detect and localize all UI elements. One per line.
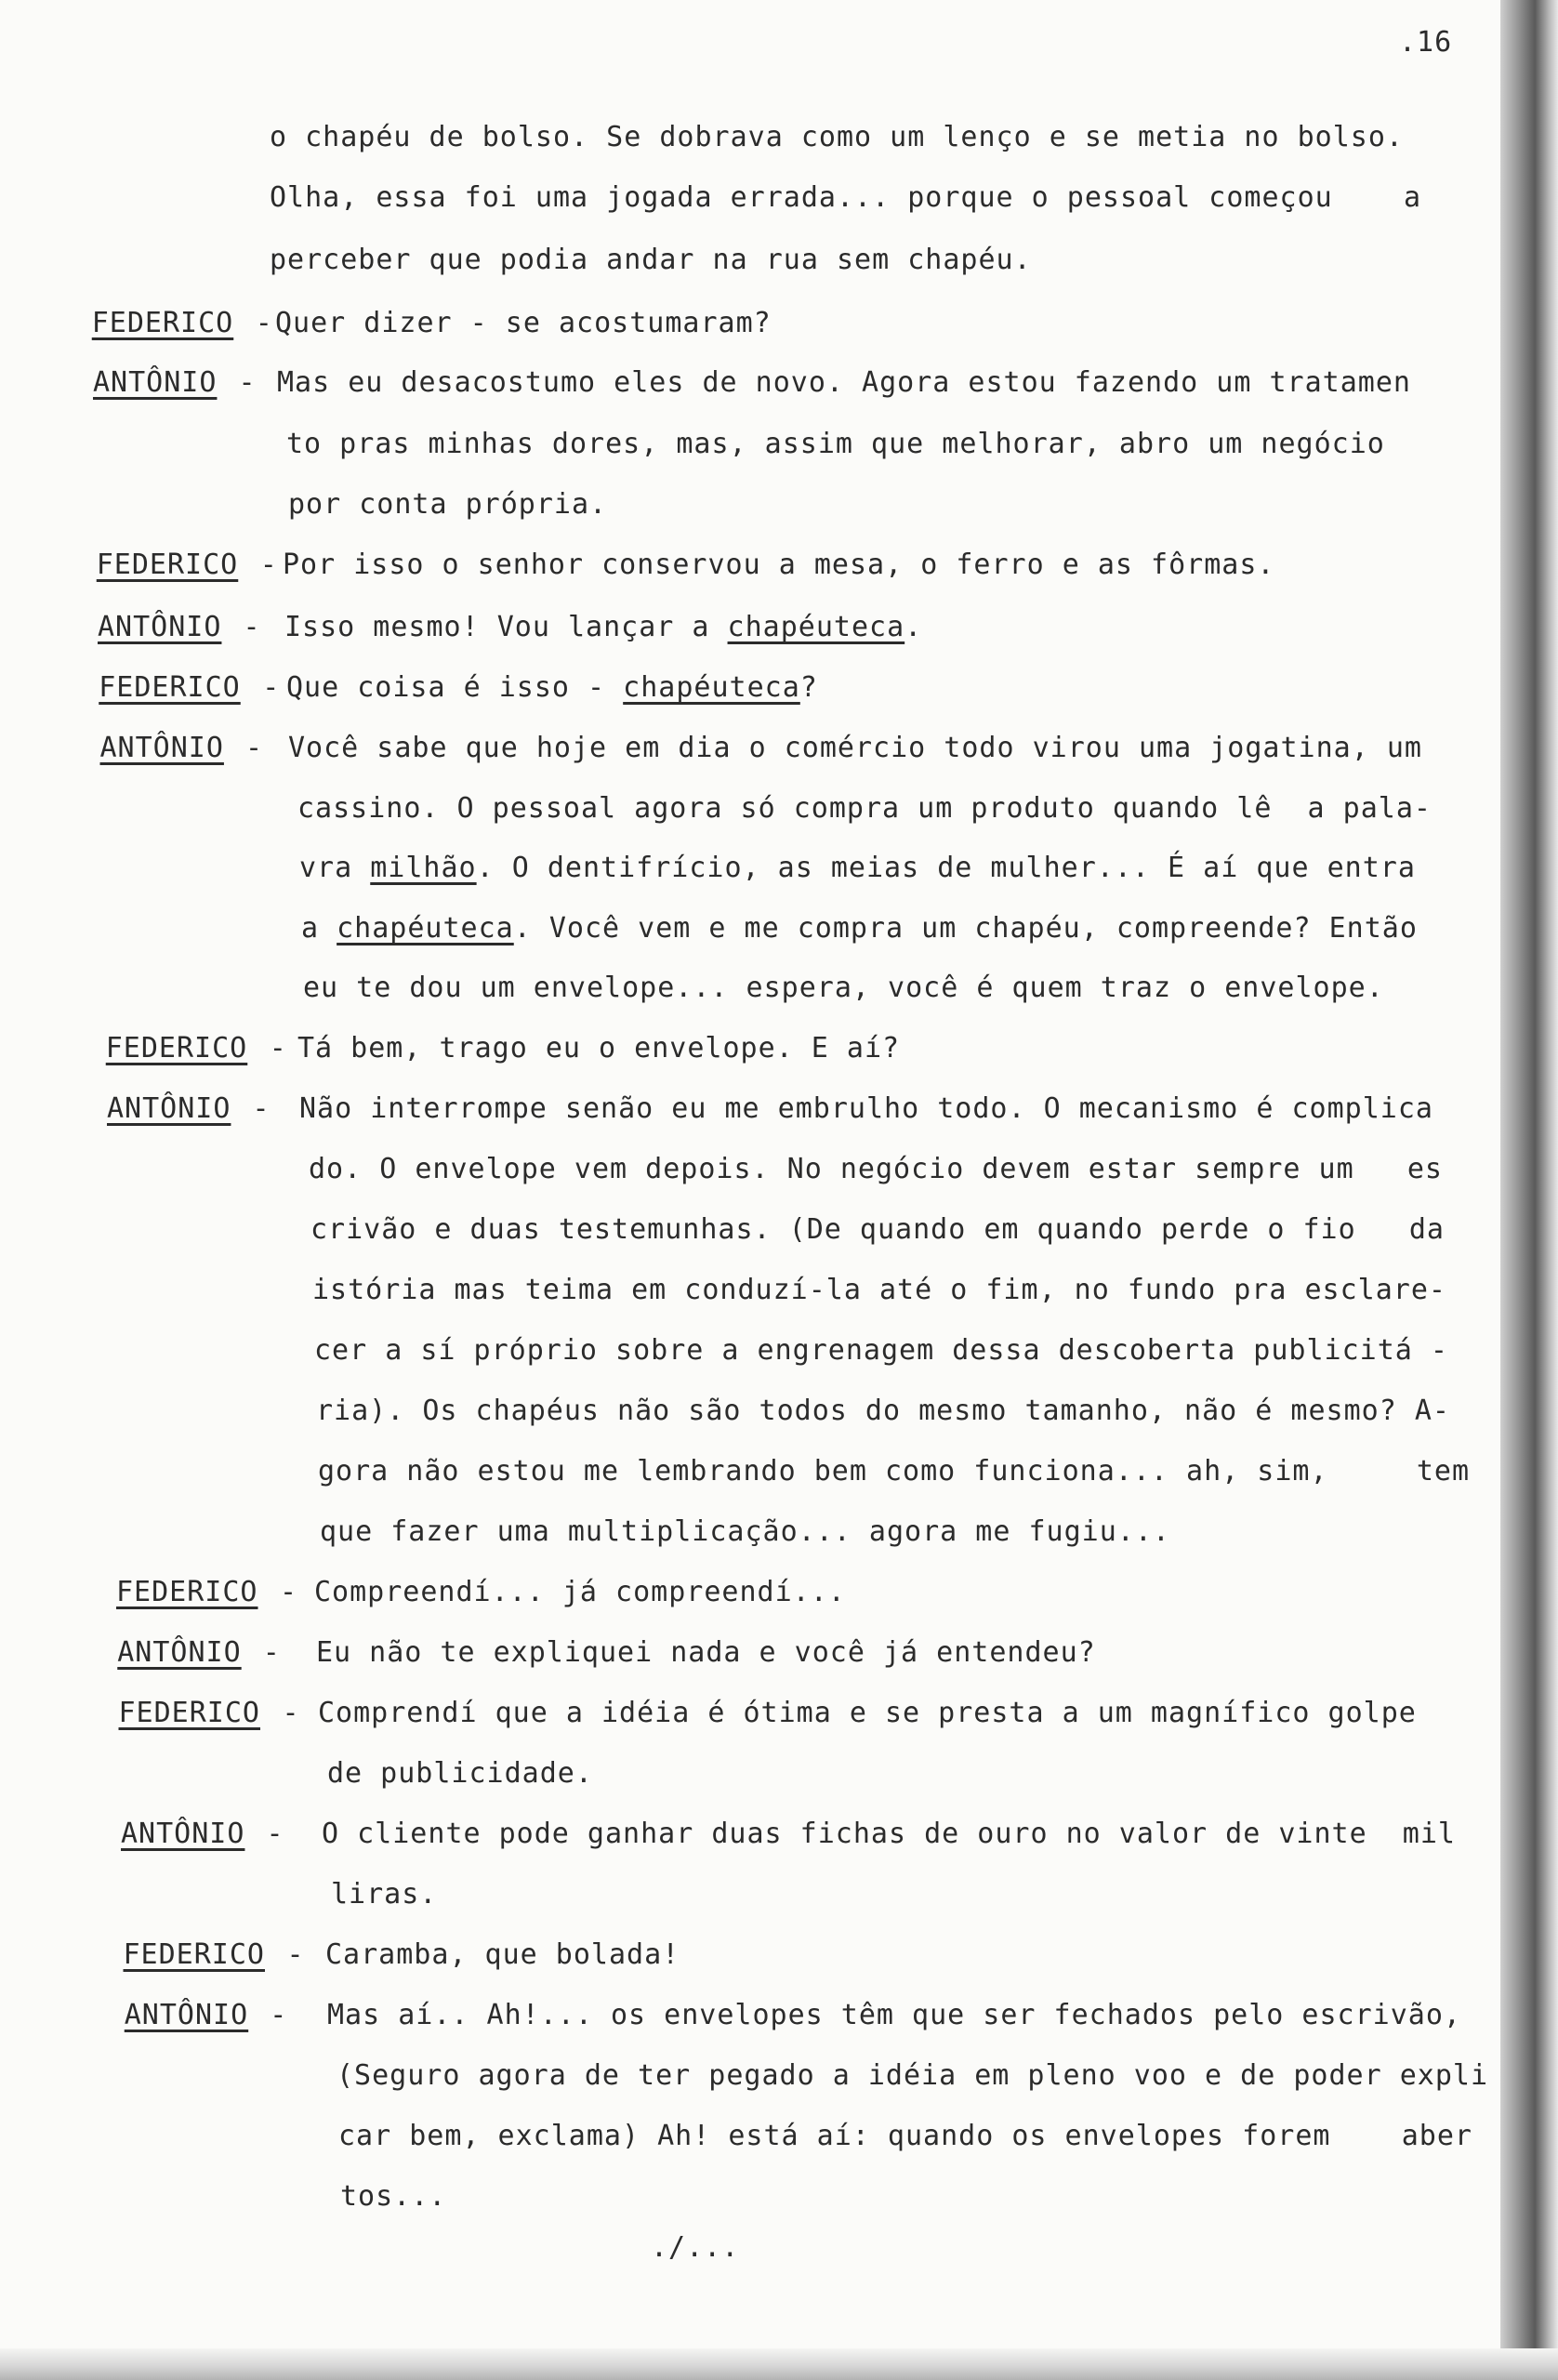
- speaker-name: ANTÔNIO: [117, 1636, 242, 1669]
- speaker-name: ANTÔNIO: [107, 1092, 231, 1125]
- continuation-text: a chapéuteca. Você vem e me compra um chapéu, compreende? Então: [301, 912, 1418, 945]
- dialogue-text: Quer dizer - se acostumaram?: [275, 307, 772, 339]
- speaker-name: FEDERICO: [123, 1938, 265, 1971]
- continuation-text: istória mas teima em conduzí-la até o fim, no fundo pra esclare-: [312, 1274, 1446, 1306]
- speaker-name: ANTÔNIO: [121, 1818, 245, 1850]
- continuation-text: perceber que podia andar na rua sem chapéu.: [270, 244, 1032, 276]
- page-number: .16: [1399, 26, 1453, 59]
- speaker-dash: -: [269, 1032, 286, 1064]
- speaker-name: ANTÔNIO: [98, 611, 222, 643]
- speaker-dash: -: [243, 611, 260, 643]
- speaker-dash: -: [280, 1576, 297, 1608]
- underlined-word: chapéuteca: [727, 611, 905, 643]
- speaker-dash: -: [238, 366, 256, 399]
- continuation-text: que fazer uma multiplicação... agora me fugiu...: [320, 1515, 1170, 1548]
- speaker-dash: -: [286, 1938, 304, 1971]
- speaker-dash: -: [282, 1697, 299, 1729]
- speaker-dash: -: [262, 671, 280, 704]
- speaker-name: ANTÔNIO: [124, 1999, 249, 2031]
- continuation-text: liras.: [331, 1878, 438, 1911]
- continuation-text: eu te dou um envelope... espera, você é quem traz o envelope.: [303, 972, 1384, 1004]
- continuation-text: car bem, exclama) Ah! está aí: quando os envelopes forem aber: [338, 2120, 1472, 2152]
- speaker-dash: -: [266, 1818, 284, 1850]
- dialogue-text: Eu não te expliquei nada e você já entendeu?: [316, 1636, 1096, 1669]
- scan-bottom-shadow: [0, 2348, 1558, 2380]
- continuation-text: to pras minhas dores, mas, assim que melhorar, abro um negócio: [286, 428, 1385, 460]
- scan-edge-shadow: [1500, 0, 1558, 2380]
- speaker-name: FEDERICO: [105, 1032, 248, 1064]
- dialogue-text: Comprendí que a idéia é ótima e se presta a um magnífico golpe: [318, 1697, 1417, 1729]
- speaker-dash: -: [262, 1636, 280, 1669]
- speaker-name: FEDERICO: [118, 1697, 260, 1729]
- continuation-text: o chapéu de bolso. Se dobrava como um lenço e se metia no bolso.: [270, 121, 1404, 153]
- speaker-dash: -: [270, 1999, 287, 2031]
- continuation-text: cassino. O pessoal agora só compra um produto quando lê a pala-: [297, 792, 1432, 825]
- speaker-name: FEDERICO: [99, 671, 241, 704]
- underlined-word: milhão: [370, 852, 477, 884]
- continuation-text: cer a sí próprio sobre a engrenagem dessa descoberta publicitá -: [314, 1334, 1448, 1367]
- dialogue-text: Isso mesmo! Vou lançar a chapéuteca.: [284, 611, 923, 643]
- dialogue-text: Caramba, que bolada!: [325, 1938, 680, 1971]
- dialogue-text: Compreendí... já compreendí...: [314, 1576, 846, 1608]
- dialogue-text: Por isso o senhor conservou a mesa, o ferro e as fôrmas.: [283, 549, 1275, 581]
- speaker-name: FEDERICO: [91, 307, 234, 339]
- speaker-dash: -: [245, 732, 263, 764]
- dialogue-text: O cliente pode ganhar duas fichas de ouro no valor de vinte mil: [322, 1818, 1456, 1850]
- speaker-dash: -: [255, 307, 272, 339]
- continuation-text: de publicidade.: [327, 1757, 593, 1790]
- continuation-text: Olha, essa foi uma jogada errada... porque o pessoal começou a: [270, 181, 1421, 214]
- continuation-text: vra milhão. O dentifrício, as meias de mulher... É aí que entra: [299, 852, 1416, 884]
- speaker-dash: -: [259, 549, 277, 581]
- speaker-dash: -: [252, 1092, 270, 1125]
- dialogue-text: Não interrompe senão eu me embrulho todo. O mecanismo é complica: [299, 1092, 1433, 1125]
- dialogue-text: Mas eu desacostumo eles de novo. Agora estou fazendo um tratamen: [277, 366, 1411, 399]
- continuation-mark: ./...: [651, 2231, 740, 2264]
- dialogue-text: Mas aí.. Ah!... os envelopes têm que ser fechados pelo escrivão,: [327, 1999, 1461, 2031]
- continuation-text: do. O envelope vem depois. No negócio devem estar sempre um es: [309, 1153, 1443, 1185]
- speaker-name: ANTÔNIO: [93, 366, 218, 399]
- continuation-text: ria). Os chapéus não são todos do mesmo tamanho, não é mesmo? A-: [316, 1395, 1450, 1427]
- speaker-name: FEDERICO: [96, 549, 239, 581]
- underlined-word: chapéuteca: [623, 671, 800, 704]
- speaker-name: FEDERICO: [116, 1576, 258, 1608]
- underlined-word: chapéuteca: [337, 912, 514, 945]
- speaker-name: ANTÔNIO: [99, 732, 224, 764]
- continuation-text: crivão e duas testemunhas. (De quando em quando perde o fio da: [310, 1213, 1445, 1246]
- dialogue-text: Tá bem, trago eu o envelope. E aí?: [297, 1032, 901, 1064]
- continuation-text: gora não estou me lembrando bem como funciona... ah, sim, tem: [318, 1455, 1470, 1488]
- continuation-text: tos...: [340, 2180, 447, 2213]
- continuation-text: (Seguro agora de ter pegado a idéia em pleno voo e de poder expli: [337, 2059, 1488, 2092]
- continuation-text: por conta própria.: [288, 488, 608, 521]
- dialogue-text: Que coisa é isso - chapéuteca?: [286, 671, 818, 704]
- dialogue-text: Você sabe que hoje em dia o comércio todo virou uma jogatina, um: [288, 732, 1422, 764]
